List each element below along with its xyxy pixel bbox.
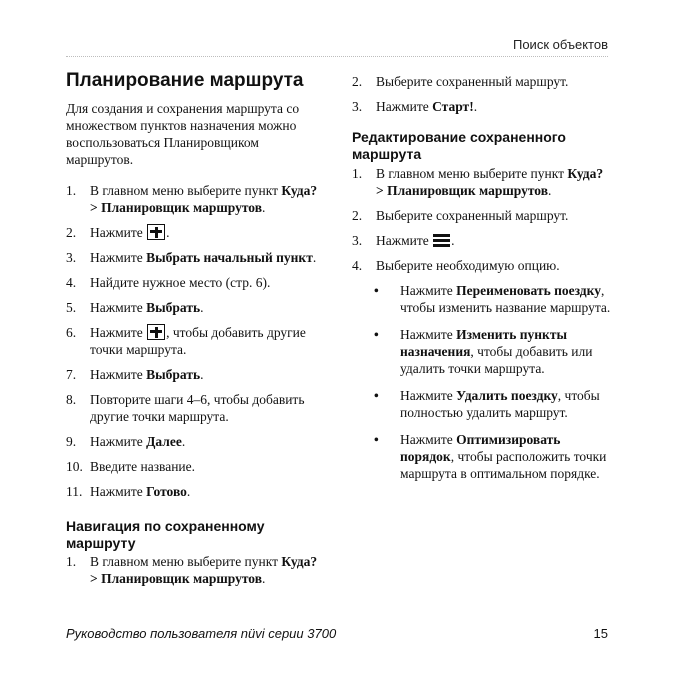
- step-command: Оптимизировать порядок: [400, 431, 561, 464]
- edit-section-title: Редактирование сохраненного маршрута: [352, 129, 566, 162]
- step-text: Выберите сохраненный маршрут.: [376, 74, 569, 89]
- step-text: Выберите сохраненный маршрут.: [376, 207, 569, 223]
- step-command: Изменить пункты назначения: [400, 326, 567, 359]
- page-title: Планирование маршрута: [66, 70, 304, 91]
- bullet-marker: •: [374, 282, 379, 298]
- step-item: [66, 274, 321, 291]
- step-command: Выбрать: [146, 366, 201, 382]
- step-text: Нажмите: [376, 99, 433, 114]
- step-text: Нажмите: [400, 326, 457, 342]
- footer-manual-title: Руководство пользователя nüvi серии 3700: [66, 626, 337, 641]
- step-number: 3.: [352, 99, 363, 114]
- page-footer: [66, 626, 608, 641]
- step-number: 2.: [352, 207, 363, 223]
- step-number: 3.: [66, 249, 77, 265]
- bullet-marker: •: [374, 387, 379, 403]
- step-text: .: [186, 483, 191, 499]
- step-text: .: [181, 433, 186, 449]
- step-command: Удалить поездку: [456, 387, 558, 403]
- option-item: [352, 431, 614, 482]
- edit-options: [352, 282, 614, 482]
- step-text: , чтобы полностью удалить маршрут.: [400, 387, 600, 420]
- step-number: 2.: [352, 74, 363, 89]
- step-command: Готово: [146, 483, 187, 499]
- step-number: 11.: [66, 483, 83, 499]
- step-item: [66, 391, 321, 425]
- step-item: [66, 224, 321, 241]
- step-item: [66, 249, 321, 266]
- page-header: [66, 37, 608, 57]
- option-item: [352, 282, 614, 316]
- step-item: [66, 182, 321, 216]
- step-item: [352, 73, 614, 90]
- step-item: [66, 553, 321, 587]
- step-number: 7.: [66, 366, 77, 382]
- step-item: [66, 483, 321, 500]
- step-text: В главном меню выберите пункт: [90, 554, 282, 570]
- navigation-steps-continued: [352, 73, 614, 115]
- step-text: Нажмите: [400, 387, 457, 403]
- planning-steps: [66, 182, 321, 500]
- step-command: Далее: [146, 433, 182, 449]
- step-text: Нажмите: [90, 299, 147, 315]
- step-number: 3.: [352, 232, 363, 248]
- step-text: Нажмите: [90, 224, 147, 240]
- step-command: Выбрать начальный пункт: [146, 249, 313, 265]
- step-item: [66, 299, 321, 316]
- step-text: Найдите нужное место (стр. 6).: [90, 274, 271, 290]
- step-item: [352, 207, 614, 224]
- step-number: 8.: [66, 391, 77, 407]
- navigation-section-title: Навигация по сохраненному маршруту: [66, 517, 265, 551]
- menu-icon: [433, 234, 450, 247]
- step-text: Нажмите: [90, 249, 147, 265]
- step-number: 4.: [66, 274, 77, 290]
- step-command: Переименовать поездку: [456, 282, 601, 298]
- step-text: , чтобы добавить другие точки маршрута.: [90, 324, 306, 357]
- step-text: .: [312, 249, 317, 265]
- step-number: 10.: [66, 458, 83, 474]
- step-text: Введите название.: [90, 458, 196, 474]
- step-item: [66, 458, 321, 475]
- step-number: 1.: [352, 165, 363, 181]
- header-section-title: Поиск объектов: [512, 37, 608, 52]
- step-command: Старт!: [432, 99, 474, 114]
- navigation-steps: [66, 553, 321, 587]
- step-text: Нажмите: [90, 483, 147, 499]
- step-item: [352, 232, 614, 249]
- step-text: Выберите необходимую опцию.: [376, 257, 560, 273]
- step-text: .: [548, 182, 552, 198]
- step-text: Нажмите: [90, 433, 147, 449]
- step-item: [66, 324, 321, 358]
- step-number: 1.: [66, 554, 77, 570]
- edit-steps: [352, 165, 614, 274]
- step-text: В главном меню выберите пункт: [90, 182, 282, 198]
- step-number: 4.: [352, 257, 363, 273]
- step-command: Куда? > Планировщик маршрутов: [90, 554, 318, 587]
- step-text: .: [262, 571, 266, 587]
- step-command: Куда? > Планировщик маршрутов: [90, 182, 318, 215]
- step-number: 1.: [66, 182, 77, 198]
- option-item: [352, 326, 614, 377]
- plus-icon: [147, 224, 165, 240]
- step-text: , чтобы расположить точки маршрута в оптимальном порядке.: [400, 448, 607, 481]
- step-text: .: [166, 224, 170, 240]
- step-text: .: [200, 366, 204, 382]
- step-item: [352, 98, 614, 115]
- step-number: 2.: [66, 224, 77, 240]
- right-column: [352, 73, 614, 492]
- left-column: [66, 70, 321, 595]
- bullet-marker: •: [374, 431, 379, 447]
- step-item: [66, 433, 321, 450]
- step-text: .: [200, 299, 204, 315]
- step-number: 5.: [66, 299, 77, 315]
- option-item: [352, 387, 614, 421]
- intro-paragraph: Для создания и сохранения маршрута со множеством пунктов назначения можно воспользоваться Планировщиком маршрутов.: [66, 100, 300, 167]
- step-command: Куда? > Планировщик маршрутов: [376, 165, 604, 198]
- step-text: Нажмите: [400, 282, 457, 298]
- bullet-marker: •: [374, 326, 379, 342]
- page-number: 15: [593, 626, 608, 641]
- step-number: 9.: [66, 433, 77, 449]
- step-text: .: [451, 232, 455, 248]
- step-text: , чтобы изменить название маршрута.: [400, 282, 611, 315]
- step-item: [352, 165, 614, 199]
- step-text: Нажмите: [90, 366, 147, 382]
- step-item: [66, 366, 321, 383]
- step-text: Повторите шаги 4–6, чтобы добавить другие точки маршрута.: [90, 391, 305, 424]
- step-text: , чтобы добавить или удалить точки маршрута.: [400, 343, 593, 376]
- step-text: .: [262, 199, 266, 215]
- step-command: Выбрать: [146, 299, 201, 315]
- step-item: [352, 257, 614, 274]
- step-text: Нажмите: [400, 431, 457, 447]
- step-text: В главном меню выберите пункт: [376, 165, 568, 181]
- step-text: .: [473, 99, 478, 114]
- plus-icon: [147, 324, 165, 340]
- step-number: 6.: [66, 324, 77, 340]
- step-text: Нажмите: [376, 232, 433, 248]
- step-text: Нажмите: [90, 324, 147, 340]
